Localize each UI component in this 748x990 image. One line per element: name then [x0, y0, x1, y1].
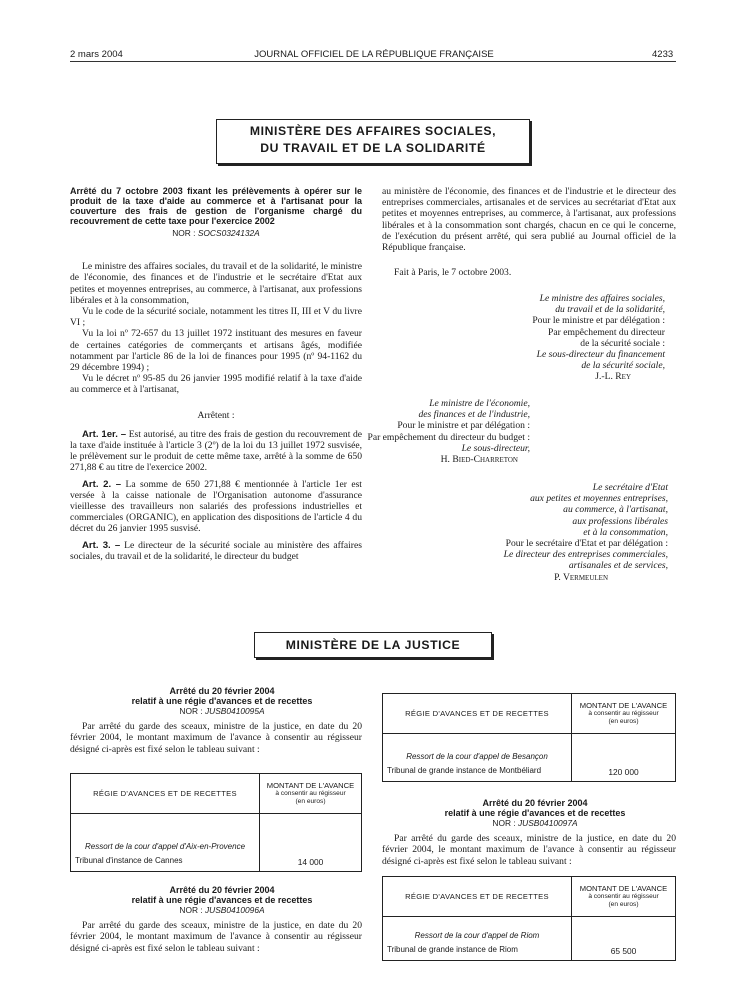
- signature-line: du travail et de la solidarité,: [555, 304, 665, 316]
- signature-line: de la sécurité sociale :: [580, 337, 665, 349]
- table-header-amount-line-3: (en euros): [608, 717, 639, 725]
- ressort-label: Ressort de la cour d'appel d'Aix-en-Provence: [84, 842, 246, 851]
- table-header-amount-line-1: MONTANT DE L'AVANCE: [266, 780, 355, 790]
- signature-line: Par empêchement du directeur du budget :: [367, 431, 530, 443]
- decree-title: Arrêté du 7 octobre 2003 fixant les prélèvements à opérer sur le produit de la taxe d'aide au commerce et à l'artisanat pour la couverture des frais de gestion de l'organisme chargé du recouvrement de cette taxe pour l'exercice 2002: [70, 186, 362, 226]
- table-header-amount: [572, 694, 676, 734]
- signature-block-economy: [290, 398, 530, 465]
- signature-line: Pour le secrétaire d'Etat et par délégation :: [505, 538, 668, 550]
- nor-code: JUSB0410095A: [204, 706, 265, 716]
- article-2-text: La somme de 650 271,88 € mentionnée à l'article 1er est versée à la caisse nationale de l'Organisation autonome d'assurance vieillesse des travailleurs non salariés des professions industrielles et commerciales (ORGANIC), en application des dispositions de l'article 4 du décret du 26 janvier 1995 susvisé.: [70, 478, 362, 535]
- header-journal-title: JOURNAL OFFICIEL DE LA RÉPUBLIQUE FRANÇAISE: [254, 49, 494, 60]
- signature-line: au commerce, à l'artisanat,: [563, 504, 668, 516]
- table-header-amount-line-2: à consentir au régisseur: [275, 789, 346, 797]
- table-header-amount: [260, 774, 362, 814]
- signature-line: Le directeur des entreprises commerciales,: [503, 549, 668, 561]
- signature-line: Le ministre de l'économie,: [429, 398, 530, 409]
- table-header-amount-line-1: MONTANT DE L'AVANCE: [579, 883, 668, 893]
- article-1-text: Est autorisé, au titre des frais de gestion du recouvrement de la taxe d'aide instituée à l'article 3 (2º) de la loi du 13 juillet 1972 susvisée, le prélèvement sur le produit de cette même taxe, arrêté à la somme de 650 271,88 € au titre de l'exercice 2002.: [70, 428, 362, 474]
- table-header-regie: RÉGIE D'AVANCES ET DE RECETTES: [383, 877, 572, 917]
- article-3-text: Le directeur de la sécurité sociale au ministère des affaires sociales, du travail et de la solidarité, le directeur du budget: [70, 539, 362, 562]
- header-date: 2 mars 2004: [70, 49, 123, 60]
- header-page-number: 4233: [652, 49, 674, 60]
- article-3-label: Art. 3. –: [82, 539, 121, 551]
- signature-line: aux professions libérales: [572, 515, 668, 527]
- decree-title-line-2: relatif à une régie d'avances et de recettes: [131, 696, 313, 706]
- regie-table-2: [382, 693, 676, 782]
- table-header-regie: RÉGIE D'AVANCES ET DE RECETTES: [383, 694, 572, 734]
- decree-text: Par arrêté du garde des sceaux, ministre de la justice, en date du 20 février 2004, le montant maximum de l'avance à consentir au régisseur désigné ci-après est fixé selon le tableau suivant :: [382, 833, 676, 867]
- preamble-paragraph: Vu la loi nº 72-657 du 13 juillet 1972 instituant des mesures en faveur de certaines catégories de commerçants et artisans âgés, modifiée notamment par l'article 86 de la loi de finances pour 1995 (nº 94-1162 du 29 décembre 1994) ;: [70, 328, 362, 374]
- article-2: [70, 479, 362, 535]
- ressort-label: Ressort de la cour d'appel de Riom: [414, 931, 540, 940]
- nor-code: JUSB0410096A: [204, 905, 265, 915]
- signature-line: Le ministre des affaires sociales,: [539, 293, 665, 304]
- ressort-label: Ressort de la cour d'appel de Besançon: [406, 752, 548, 761]
- nor-code: JUSB0410097A: [517, 818, 578, 828]
- ministry-heading-line-1: MINISTÈRE DES AFFAIRES SOCIALES,: [249, 124, 497, 138]
- tribunal-label: Tribunal de grande instance de Montbéliard: [387, 766, 542, 775]
- decree-nor: [70, 228, 362, 239]
- nor-label: NOR :: [179, 905, 203, 915]
- signatory-name: H. Bied-Charreton: [440, 454, 518, 466]
- table-row-amount: 14 000: [260, 814, 362, 872]
- signature-line: des finances et de l'industrie,: [418, 409, 530, 421]
- table-header-amount-line-3: (en euros): [295, 797, 326, 805]
- signature-line: artisanales et de services,: [568, 560, 668, 572]
- nor-code: SOCS0324132A: [197, 228, 260, 238]
- decree-title-line-2: relatif à une régie d'avances et de recettes: [444, 808, 626, 818]
- decree-title-line-1: Arrêté du 20 février 2004: [169, 686, 275, 696]
- table-header-amount: [572, 877, 676, 917]
- decree-nor: [382, 818, 676, 829]
- article-3: [70, 540, 362, 562]
- decree-justice-3: [382, 798, 676, 867]
- signature-line: Le sous-directeur du financement: [536, 349, 665, 361]
- signatory-name: P. Vermeulen: [554, 571, 608, 583]
- signature-line: aux petites et moyennes entreprises,: [530, 493, 668, 505]
- signatory-name: J.-L. Rey: [595, 371, 631, 383]
- signature-block-sme: [430, 482, 668, 583]
- table-row-label: [383, 917, 572, 961]
- table-row-amount: 65 500: [572, 917, 676, 961]
- header-rule: [70, 61, 676, 62]
- preamble-paragraph: Vu le code de la sécurité sociale, notamment les titres II, III et V du livre VI ;: [70, 306, 362, 329]
- signature-line: Par empêchement du directeur: [548, 326, 665, 338]
- nor-label: NOR :: [172, 228, 196, 238]
- decree-title-line-1: Arrêté du 20 février 2004: [482, 798, 588, 808]
- decree-title-line-1: Arrêté du 20 février 2004: [169, 885, 275, 895]
- nor-label: NOR :: [179, 706, 203, 716]
- signature-line: Pour le ministre et par délégation :: [397, 420, 530, 432]
- preamble-paragraph: Le ministre des affaires sociales, du travail et de la solidarité, le ministre de l'économie, des finances et de l'industrie et le secrétaire d'Etat aux petites et moyennes entreprises, au commerce, à l'artisanat, aux professions libérales et à la consommation,: [70, 261, 362, 306]
- regie-table-3: [382, 876, 676, 961]
- decree-nor: [70, 905, 362, 916]
- table-header-regie: RÉGIE D'AVANCES ET DE RECETTES: [71, 774, 260, 814]
- signature-line: Pour le ministre et par délégation :: [532, 315, 665, 327]
- signature-line: Le secrétaire d'Etat: [592, 482, 668, 493]
- article-3-continued: au ministère de l'économie, des finances et de l'industrie et le directeur des entreprises commerciales, artisanales et de services au secrétariat d'Etat aux petites et moyennes entreprises, au commerce, à l'artisanat, aux professions libérales et à la consommation sont chargés, chacun en ce qui le concerne, de l'exécution du présent arrêté, qui sera publié au Journal officiel de la République française.: [382, 186, 676, 254]
- signature-block-social: [382, 293, 665, 383]
- table-row-amount: 120 000: [572, 734, 676, 782]
- signature-line: de la sécurité sociale,: [581, 360, 665, 372]
- regie-table-1: [70, 773, 362, 872]
- decree-title-line-2: relatif à une régie d'avances et de recettes: [131, 895, 313, 905]
- tribunal-label: Tribunal d'instance de Cannes: [75, 856, 183, 865]
- decree-social-left-column: [70, 186, 362, 562]
- article-1-label: Art. 1er. –: [82, 428, 127, 440]
- decree-text: Par arrêté du garde des sceaux, ministre de la justice, en date du 20 février 2004, le montant maximum de l'avance à consentir au régisseur désigné ci-après est fixé selon le tableau suivant :: [70, 721, 362, 755]
- fait-a-paris: Fait à Paris, le 7 octobre 2003.: [394, 267, 512, 279]
- tribunal-label: Tribunal de grande instance de Riom: [387, 945, 518, 954]
- table-header-amount-line-3: (en euros): [608, 900, 639, 908]
- arretent-label: Arrêtent :: [197, 409, 235, 421]
- decree-nor: [70, 706, 362, 717]
- signature-line: Le sous-directeur,: [461, 442, 530, 454]
- ministry-heading-line-2: DU TRAVAIL ET DE LA SOLIDARITÉ: [260, 141, 486, 155]
- decree-justice-1: [70, 686, 362, 755]
- ministry-heading-justice: MINISTÈRE DE LA JUSTICE: [254, 632, 492, 658]
- decree-justice-2: [70, 885, 362, 954]
- decree-social-right-column: [382, 186, 676, 278]
- table-row-label: [383, 734, 572, 782]
- table-header-amount-line-1: MONTANT DE L'AVANCE: [579, 700, 668, 710]
- ministry-heading-social-affairs: [216, 119, 530, 164]
- table-row-label: [71, 814, 260, 872]
- article-2-label: Art. 2. –: [82, 478, 122, 490]
- preamble-paragraph: Vu le décret nº 95-85 du 26 janvier 1995 modifié relatif à la taxe d'aide au commerce et à l'artisanat,: [70, 373, 362, 396]
- table-header-amount-line-2: à consentir au régisseur: [588, 709, 659, 717]
- signature-line: et à la consommation,: [583, 526, 668, 538]
- nor-label: NOR :: [492, 818, 516, 828]
- table-header-amount-line-2: à consentir au régisseur: [588, 892, 659, 900]
- decree-text: Par arrêté du garde des sceaux, ministre de la justice, en date du 20 février 2004, le montant maximum de l'avance à consentir au régisseur désigné ci-après est fixé selon le tableau suivant :: [70, 920, 362, 954]
